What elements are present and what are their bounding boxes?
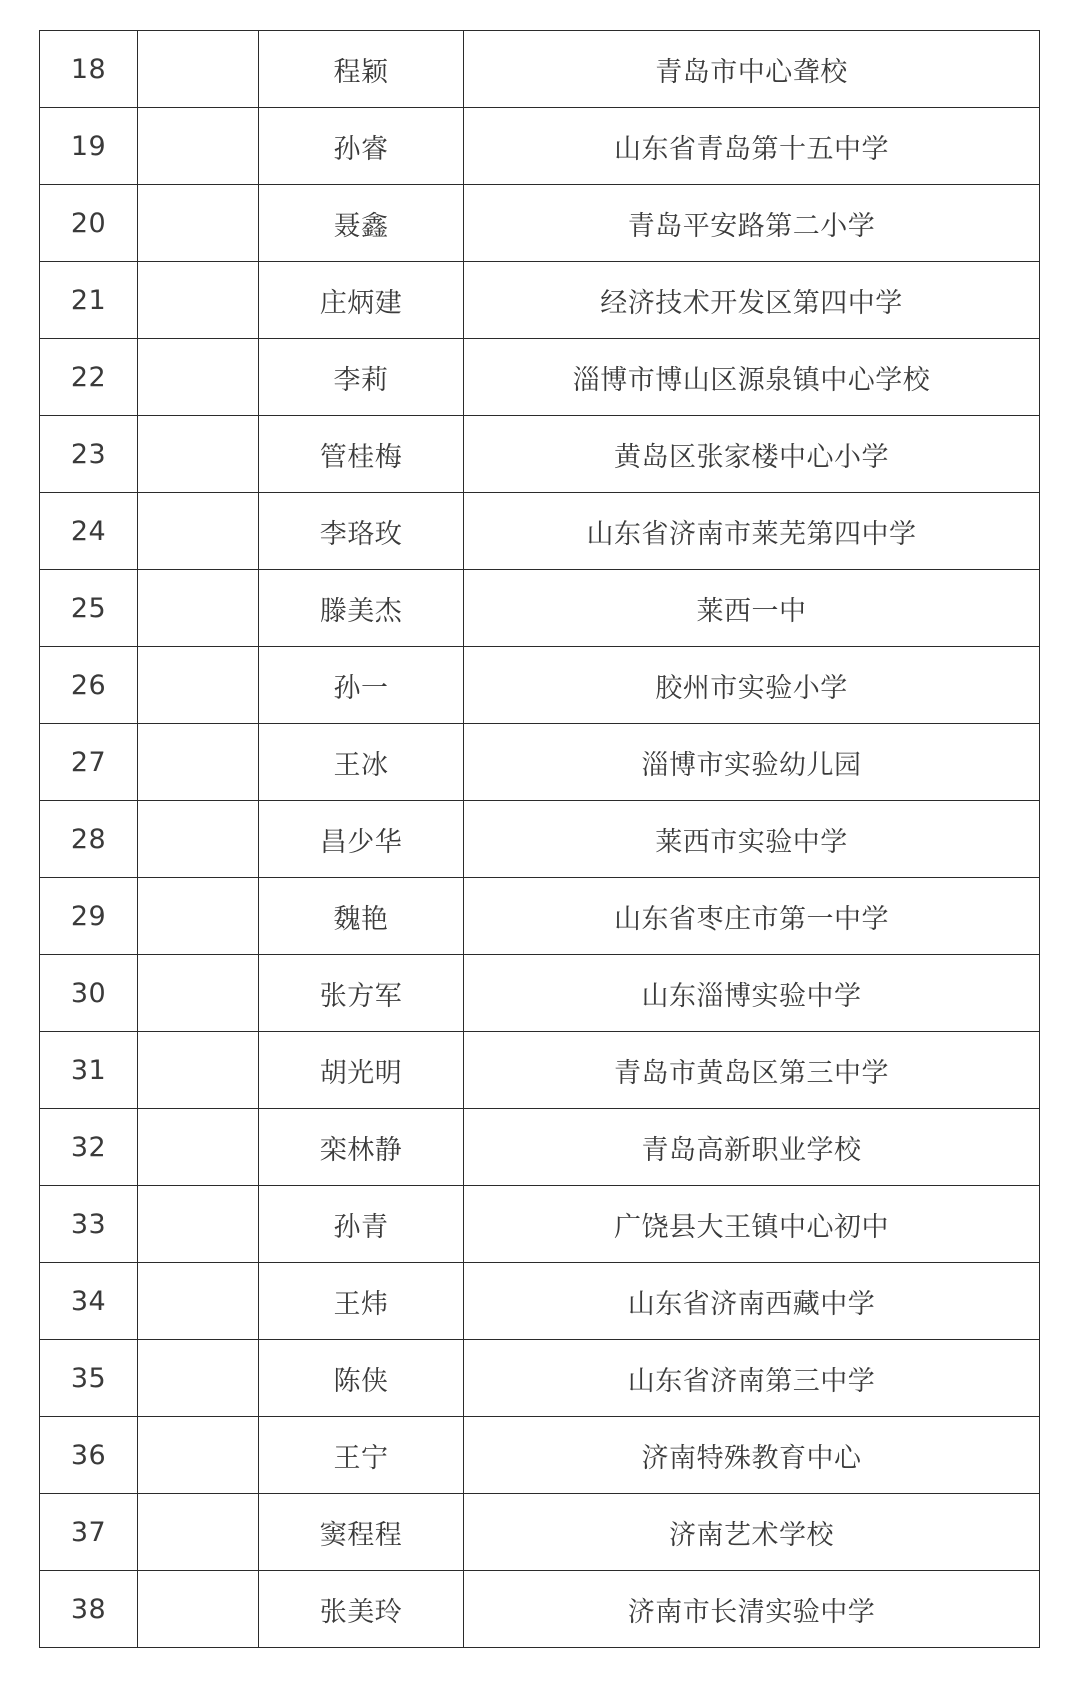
name-cell: 张方军 xyxy=(259,955,464,1032)
row-number-cell: 38 xyxy=(40,1571,138,1648)
school-cell: 济南特殊教育中心 xyxy=(464,1417,1040,1494)
school-cell: 莱西一中 xyxy=(464,570,1040,647)
row-number-cell: 26 xyxy=(40,647,138,724)
name-cell: 李珞玫 xyxy=(259,493,464,570)
name-cell: 窦程程 xyxy=(259,1494,464,1571)
table-row xyxy=(40,493,1040,570)
school-cell: 青岛平安路第二小学 xyxy=(464,185,1040,262)
row-number-cell: 33 xyxy=(40,1186,138,1263)
name-cell: 昌少华 xyxy=(259,801,464,878)
table-row xyxy=(40,955,1040,1032)
table-row xyxy=(40,1109,1040,1186)
table-row xyxy=(40,31,1040,108)
name-cell: 魏艳 xyxy=(259,878,464,955)
row-number-cell: 27 xyxy=(40,724,138,801)
school-cell: 广饶县大王镇中心初中 xyxy=(464,1186,1040,1263)
roster-table-body xyxy=(40,31,1040,1648)
school-cell: 山东省枣庄市第一中学 xyxy=(464,878,1040,955)
empty-cell xyxy=(138,955,259,1032)
school-cell: 青岛市中心聋校 xyxy=(464,31,1040,108)
table-row xyxy=(40,724,1040,801)
name-cell: 孙一 xyxy=(259,647,464,724)
row-number-cell: 35 xyxy=(40,1340,138,1417)
school-cell: 胶州市实验小学 xyxy=(464,647,1040,724)
row-number-cell: 24 xyxy=(40,493,138,570)
name-cell: 王宁 xyxy=(259,1417,464,1494)
school-cell: 淄博市实验幼儿园 xyxy=(464,724,1040,801)
roster-table xyxy=(39,30,1040,1648)
school-cell: 山东省济南西藏中学 xyxy=(464,1263,1040,1340)
roster-table-container xyxy=(39,30,1040,1648)
row-number-cell: 31 xyxy=(40,1032,138,1109)
empty-cell xyxy=(138,1340,259,1417)
school-cell: 山东省青岛第十五中学 xyxy=(464,108,1040,185)
name-cell: 管桂梅 xyxy=(259,416,464,493)
empty-cell xyxy=(138,1032,259,1109)
name-cell: 王冰 xyxy=(259,724,464,801)
table-row xyxy=(40,878,1040,955)
table-row xyxy=(40,339,1040,416)
empty-cell xyxy=(138,262,259,339)
empty-cell xyxy=(138,1263,259,1340)
table-row xyxy=(40,185,1040,262)
school-cell: 山东淄博实验中学 xyxy=(464,955,1040,1032)
empty-cell xyxy=(138,31,259,108)
row-number-cell: 18 xyxy=(40,31,138,108)
empty-cell xyxy=(138,1494,259,1571)
name-cell: 王炜 xyxy=(259,1263,464,1340)
table-row xyxy=(40,416,1040,493)
school-cell: 山东省济南第三中学 xyxy=(464,1340,1040,1417)
table-row xyxy=(40,108,1040,185)
table-row xyxy=(40,262,1040,339)
empty-cell xyxy=(138,724,259,801)
row-number-cell: 25 xyxy=(40,570,138,647)
row-number-cell: 29 xyxy=(40,878,138,955)
school-cell: 济南市长清实验中学 xyxy=(464,1571,1040,1648)
row-number-cell: 36 xyxy=(40,1417,138,1494)
school-cell: 莱西市实验中学 xyxy=(464,801,1040,878)
empty-cell xyxy=(138,108,259,185)
name-cell: 聂鑫 xyxy=(259,185,464,262)
empty-cell xyxy=(138,801,259,878)
empty-cell xyxy=(138,647,259,724)
name-cell: 庄炳建 xyxy=(259,262,464,339)
school-cell: 山东省济南市莱芜第四中学 xyxy=(464,493,1040,570)
table-row xyxy=(40,1186,1040,1263)
row-number-cell: 23 xyxy=(40,416,138,493)
row-number-cell: 22 xyxy=(40,339,138,416)
school-cell: 淄博市博山区源泉镇中心学校 xyxy=(464,339,1040,416)
name-cell: 孙青 xyxy=(259,1186,464,1263)
table-row xyxy=(40,570,1040,647)
name-cell: 栾林静 xyxy=(259,1109,464,1186)
table-row xyxy=(40,1340,1040,1417)
empty-cell xyxy=(138,185,259,262)
row-number-cell: 34 xyxy=(40,1263,138,1340)
empty-cell xyxy=(138,416,259,493)
name-cell: 胡光明 xyxy=(259,1032,464,1109)
table-row xyxy=(40,647,1040,724)
table-row xyxy=(40,1263,1040,1340)
name-cell: 程颖 xyxy=(259,31,464,108)
row-number-cell: 21 xyxy=(40,262,138,339)
empty-cell xyxy=(138,1571,259,1648)
empty-cell xyxy=(138,1109,259,1186)
name-cell: 滕美杰 xyxy=(259,570,464,647)
school-cell: 经济技术开发区第四中学 xyxy=(464,262,1040,339)
table-row xyxy=(40,801,1040,878)
row-number-cell: 20 xyxy=(40,185,138,262)
row-number-cell: 37 xyxy=(40,1494,138,1571)
name-cell: 孙睿 xyxy=(259,108,464,185)
table-row xyxy=(40,1494,1040,1571)
row-number-cell: 19 xyxy=(40,108,138,185)
name-cell: 李莉 xyxy=(259,339,464,416)
row-number-cell: 28 xyxy=(40,801,138,878)
school-cell: 青岛高新职业学校 xyxy=(464,1109,1040,1186)
empty-cell xyxy=(138,493,259,570)
name-cell: 张美玲 xyxy=(259,1571,464,1648)
row-number-cell: 30 xyxy=(40,955,138,1032)
empty-cell xyxy=(138,339,259,416)
empty-cell xyxy=(138,878,259,955)
table-row xyxy=(40,1417,1040,1494)
empty-cell xyxy=(138,1186,259,1263)
empty-cell xyxy=(138,1417,259,1494)
empty-cell xyxy=(138,570,259,647)
table-row xyxy=(40,1032,1040,1109)
table-row xyxy=(40,1571,1040,1648)
row-number-cell: 32 xyxy=(40,1109,138,1186)
school-cell: 济南艺术学校 xyxy=(464,1494,1040,1571)
name-cell: 陈侠 xyxy=(259,1340,464,1417)
school-cell: 黄岛区张家楼中心小学 xyxy=(464,416,1040,493)
school-cell: 青岛市黄岛区第三中学 xyxy=(464,1032,1040,1109)
